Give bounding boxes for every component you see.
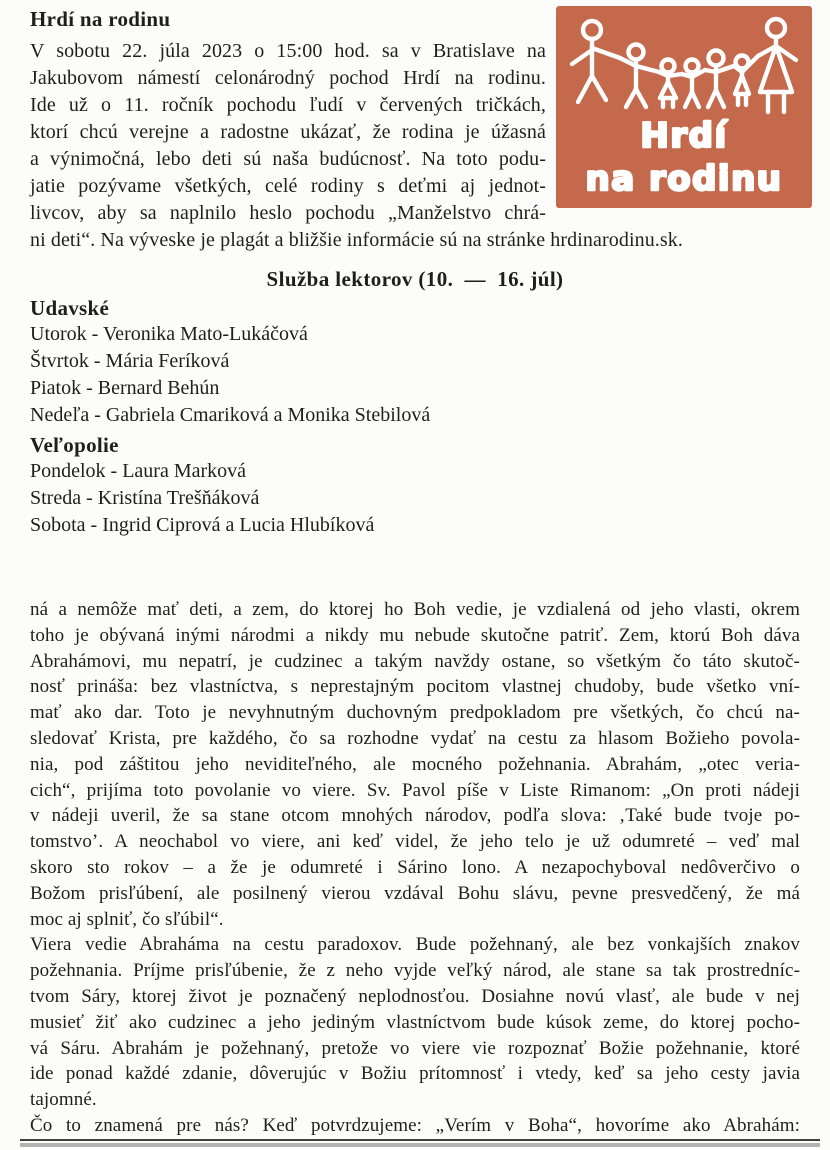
body-text-line: vá Sáru. Abrahám je požehnaný, pretože vo viere vie rozpoznať Božie požehnanie, ktoré bbox=[30, 1037, 800, 1059]
body-text-line: moc aj splniť, čo sľúbil“. bbox=[30, 908, 224, 930]
article-text-line: ni deti“. Na výveske je plagát a bližšie informácie sú na stránke hrdinarodinu.sk. bbox=[30, 229, 683, 251]
reflection-text bbox=[0, 597, 830, 1139]
section-gap bbox=[0, 539, 830, 597]
body-text-line: musieť žiť ako cudzinec a jeho jediným vlastníctvom bude kúsok zeme, do ktorej pocho- bbox=[30, 1011, 800, 1033]
hrdi-na-rodinu-logo bbox=[556, 6, 812, 208]
body-text-line: Abrahámovi, mu nepatrí, je cudzinec a takým navždy ostane, so všetkým čo táto skutoč- bbox=[30, 650, 800, 672]
article-text-line: Jakubovom námestí celonárodný pochod Hrdí na rodinu. bbox=[30, 67, 546, 89]
paragraph-3 bbox=[30, 1113, 800, 1139]
body-text-line: toho je obývaná inými národmi a nikdy mu nebude skutočne patriť. Zem, ktorú Boh dáva bbox=[30, 624, 800, 646]
family-stick-figures-icon bbox=[556, 6, 812, 208]
body-text-line: Božom prisľúbení, ale posilnený vierou vzdával Bohu slávu, pevne presvedčený, že má bbox=[30, 882, 800, 904]
bottom-divider bbox=[20, 1139, 820, 1147]
body-text-line: tajomné. bbox=[30, 1089, 97, 1111]
body-text-line: nosť prináša: bez vlastníctva, s neprestajným pocitom vlastnej chudoby, bude všetko vní- bbox=[30, 676, 800, 698]
lectors-group-udavske bbox=[30, 296, 800, 429]
article-text-line: ktorí chcú verejne a radostne ukázať, že rodina je úžasná bbox=[30, 121, 546, 143]
group-entries bbox=[30, 458, 800, 539]
article-hrdi-na-rodinu bbox=[0, 0, 830, 254]
article-text-line: V sobotu 22. júla 2023 o 15:00 hod. sa v Bratislave na bbox=[30, 40, 546, 62]
body-text-line: mať ako dar. Toto je nevyhnutným duchovným predpokladom pre všetkých, čo chcú na- bbox=[30, 702, 800, 724]
lector-entry: Streda - Kristína Trešňáková bbox=[30, 487, 260, 509]
logo-text-line2: na rodinu bbox=[585, 159, 783, 199]
lectors-group-velopolie bbox=[30, 433, 800, 539]
body-text-line: tomstvo’. A neochabol vo viere, ani keď videl, že jeho telo je už odumreté – veď mal bbox=[30, 831, 800, 853]
paragraph-2 bbox=[30, 932, 800, 1113]
body-text-line: sledovať Krista, pre každého, čo sa rozhodne vydať na cestu za hlasom Božieho povola- bbox=[30, 727, 800, 749]
group-place-name: Udavské bbox=[30, 296, 110, 320]
body-text-line: v nádeji uveril, že sa stane otcom mnohých národov, podľa slova: ‚Také bude tvoje po- bbox=[30, 805, 800, 827]
article-text-line: livcov, aby sa naplnilo heslo pochodu „Manželstvo chrá- bbox=[30, 202, 546, 224]
divider-light-line bbox=[20, 1143, 820, 1147]
lectors-schedule-heading: Služba lektorov (10. — 16. júl) bbox=[266, 267, 564, 291]
group-entries bbox=[30, 321, 800, 429]
lectors-schedule bbox=[0, 296, 830, 539]
lector-entry: Pondelok - Laura Marková bbox=[30, 460, 247, 482]
body-text-line: požehnania. Príjme prisľúbenie, že z neho vyjde veľký národ, ale stane sa tak prostredníc- bbox=[30, 960, 800, 982]
article-text-line: a výnimočná, lebo deti sú naša budúcnosť. Na toto podu- bbox=[30, 148, 546, 170]
body-text-line: ná a nemôže mať deti, a zem, do ktorej ho Boh vedie, je vzdialená od jeho vlasti, okrem bbox=[30, 599, 800, 620]
lector-entry: Sobota - Ingrid Ciprová a Lucia Hlubíková bbox=[30, 514, 375, 536]
article-title: Hrdí na rodinu bbox=[30, 7, 171, 31]
logo-text-line1: Hrdí bbox=[640, 116, 728, 156]
article-text-line: jatie pozývame všetkých, celé rodiny s deťmi aj jednot- bbox=[30, 175, 546, 197]
body-text-line: cich“, prijíma toto povolanie vo viere. Sv. Pavol píše v Liste Rimanom: „On proti nádeji bbox=[30, 779, 800, 801]
lector-entry: Nedeľa - Gabriela Cmariková a Monika Stebilová bbox=[30, 404, 431, 426]
lector-entry: Štvrtok - Mária Feríková bbox=[30, 350, 230, 372]
group-place-name: Veľopolie bbox=[30, 433, 119, 457]
body-text-line: Čo to znamená pre nás? Keď potvrdzujeme: „Verím v Boha“, hovoríme ako Abrahám: bbox=[30, 1114, 800, 1136]
lector-entry: Utorok - Veronika Mato-Lukáčová bbox=[30, 323, 308, 345]
body-text-line: Viera vedie Abraháma na cestu paradoxov. Bude požehnaný, ale bez vonkajších znakov bbox=[30, 934, 800, 956]
body-text-line: ide ponad každé zdanie, dôverujúc v Božiu prítomnosť i vtedy, keď sa jeho cesty javia bbox=[30, 1063, 800, 1085]
body-text-line: skoro sto rokov – a že je odumreté i Sárino lono. A nezapochyboval nedôverčivo o bbox=[30, 856, 800, 878]
body-text-line: tvom Sáry, ktorej život je poznačený neplodnosťou. Dosiahne novú vlasť, ale bude v nej bbox=[30, 985, 800, 1007]
article-text-line: Ide už o 11. ročník pochodu ľudí v červených tričkách, bbox=[30, 94, 546, 116]
divider-dark-line bbox=[20, 1139, 820, 1141]
body-text-line: nia, pod záštitou jeho neviditeľného, ale mocného požehnania. Abrahám, „otec veria- bbox=[30, 753, 800, 775]
paragraph-1 bbox=[30, 597, 800, 932]
lector-entry: Piatok - Bernard Behún bbox=[30, 377, 220, 399]
